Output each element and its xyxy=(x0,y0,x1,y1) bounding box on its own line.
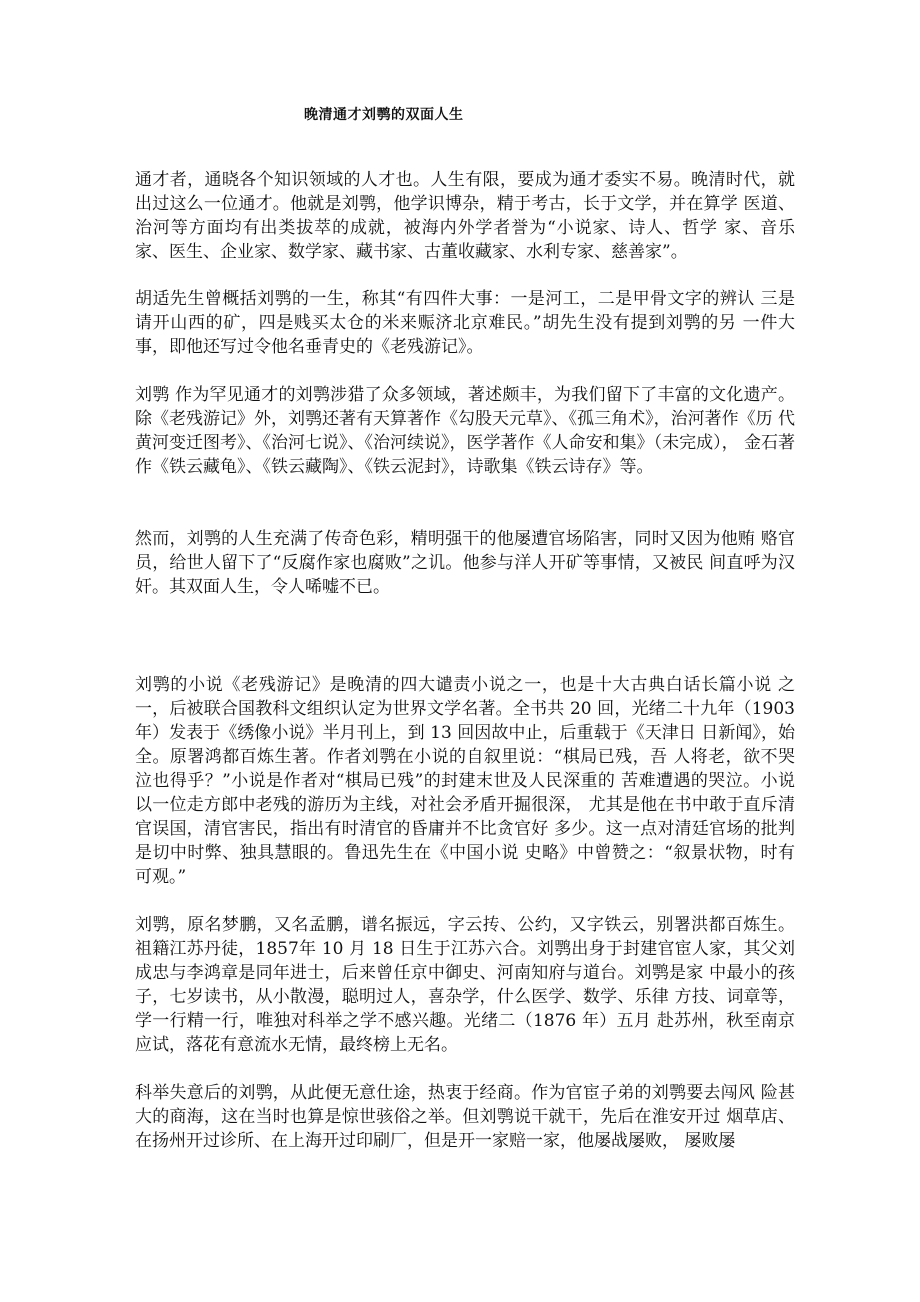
paragraph-hu-shi: 胡适先生曾概括刘鹗的一生，称其“有四件大事：一是河工，二是甲骨文字的辨认 三是请开山西的矿，四是贱买太仓的米来赈济北京难民。”胡先生没有提到刘鹗的另 一件大事，即他还写过令他名垂青史的《老残游记》。 xyxy=(135,289,795,357)
document-title: 晚清通才刘鹗的双面人生 xyxy=(304,107,464,123)
paragraph-works: 刘鹗 作为罕见通才的刘鹗涉猎了众多领域，著述颇丰，为我们留下了丰富的文化遗产。 除《老残游记》外，刘鹗还著有天算著作《勾股天元草》、《孤三角术》，治河著作《历 代黄河变迁图考》、《治河七说》、《治河续说》，医学著作《人命安和集》（未完成）， 金石著作《铁云藏龟》、《铁云藏陶》、《铁云泥封》，诗歌集《铁云诗存》等。 xyxy=(135,385,795,477)
paragraph-business: 科举失意后的刘鹗，从此便无意仕途，热衷于经商。作为官宦子弟的刘鹗要去闯风 险甚大的商海，这在当时也算是惊世骇俗之举。但刘鹗说干就干，先后在淮安开过 烟草店、在扬州开过诊所、在上海开过印刷厂，但是开一家赔一家，他屡战屡败， 屡败屡 xyxy=(135,1083,795,1151)
paragraph-two-faces: 然而，刘鹗的人生充满了传奇色彩，精明强干的他屡遭官场陷害，同时又因为他贿 赂官员，给世人留下了“反腐作家也腐败”之讥。他参与洋人开矿等事情，又被民 间直呼为汉奸。其双面人生，令人唏嘘不已。 xyxy=(135,529,795,597)
paragraph-intro: 通才者，通晓各个知识领域的人才也。人生有限，要成为通才委实不易。晚清时代，就出过这么一位通才。他就是刘鹗，他学识博杂，精于考古，长于文学，并在算学 医道、治河等方面均有出类拔萃的成就，被海内外学者誉为“小说家、诗人、哲学 家、音乐家、医生、企业家、数学家、藏书家、古董收藏家、水利专家、慈善家”。 xyxy=(135,170,795,262)
paragraph-biography: 刘鹗，原名梦鹏，又名孟鹏，谱名振远，字云抟、公约，又字铁云，别署洪都百炼生。祖籍江苏丹徒，1857年 10 月 18 日生于江苏六合。刘鹗出身于封建官宦人家，其父刘成忠与李鸿章是同年进士，后来曾任京中御史、河南知府与道台。刘鹗是家 中最小的孩子，七岁读书，从小散漫，聪明过人，喜杂学，什么医学、数学、乐律 方技、词章等，学一行精一行，唯独对科举之学不感兴趣。光绪二（1876 年）五月 赴苏州，秋至南京应试，落花有意流水无情，最终榜上无名。 xyxy=(135,915,795,1055)
paragraph-novel: 刘鹗的小说《老残游记》是晚清的四大谴责小说之一，也是十大古典白话长篇小说 之一，后被联合国教科文组织认定为世界文学名著。全书共 20 回，光绪二十九年（1903 年）发表于《绣像小说》半月刊上，到 13 回因故中止，后重载于《天津日 日新闻》，始全。原署鸿都百炼生著。作者刘鹗在小说的自叙里说：“棋局已残，吾 人将老，欲不哭泣也得乎？”小说是作者对“棋局已残”的封建末世及人民深重的 苦难遭遇的哭泣。小说以一位走方郎中老残的游历为主线，对社会矛盾开掘很深， 尤其是他在书中敢于直斥清官误国，清官害民，指出有时清官的昏庸并不比贪官好 多少。这一点对清廷官场的批判是切中时弊、独具慧眼的。鲁迅先生在《中国小说 史略》中曾赞之：“叙景状物，时有可观。” xyxy=(135,675,795,887)
